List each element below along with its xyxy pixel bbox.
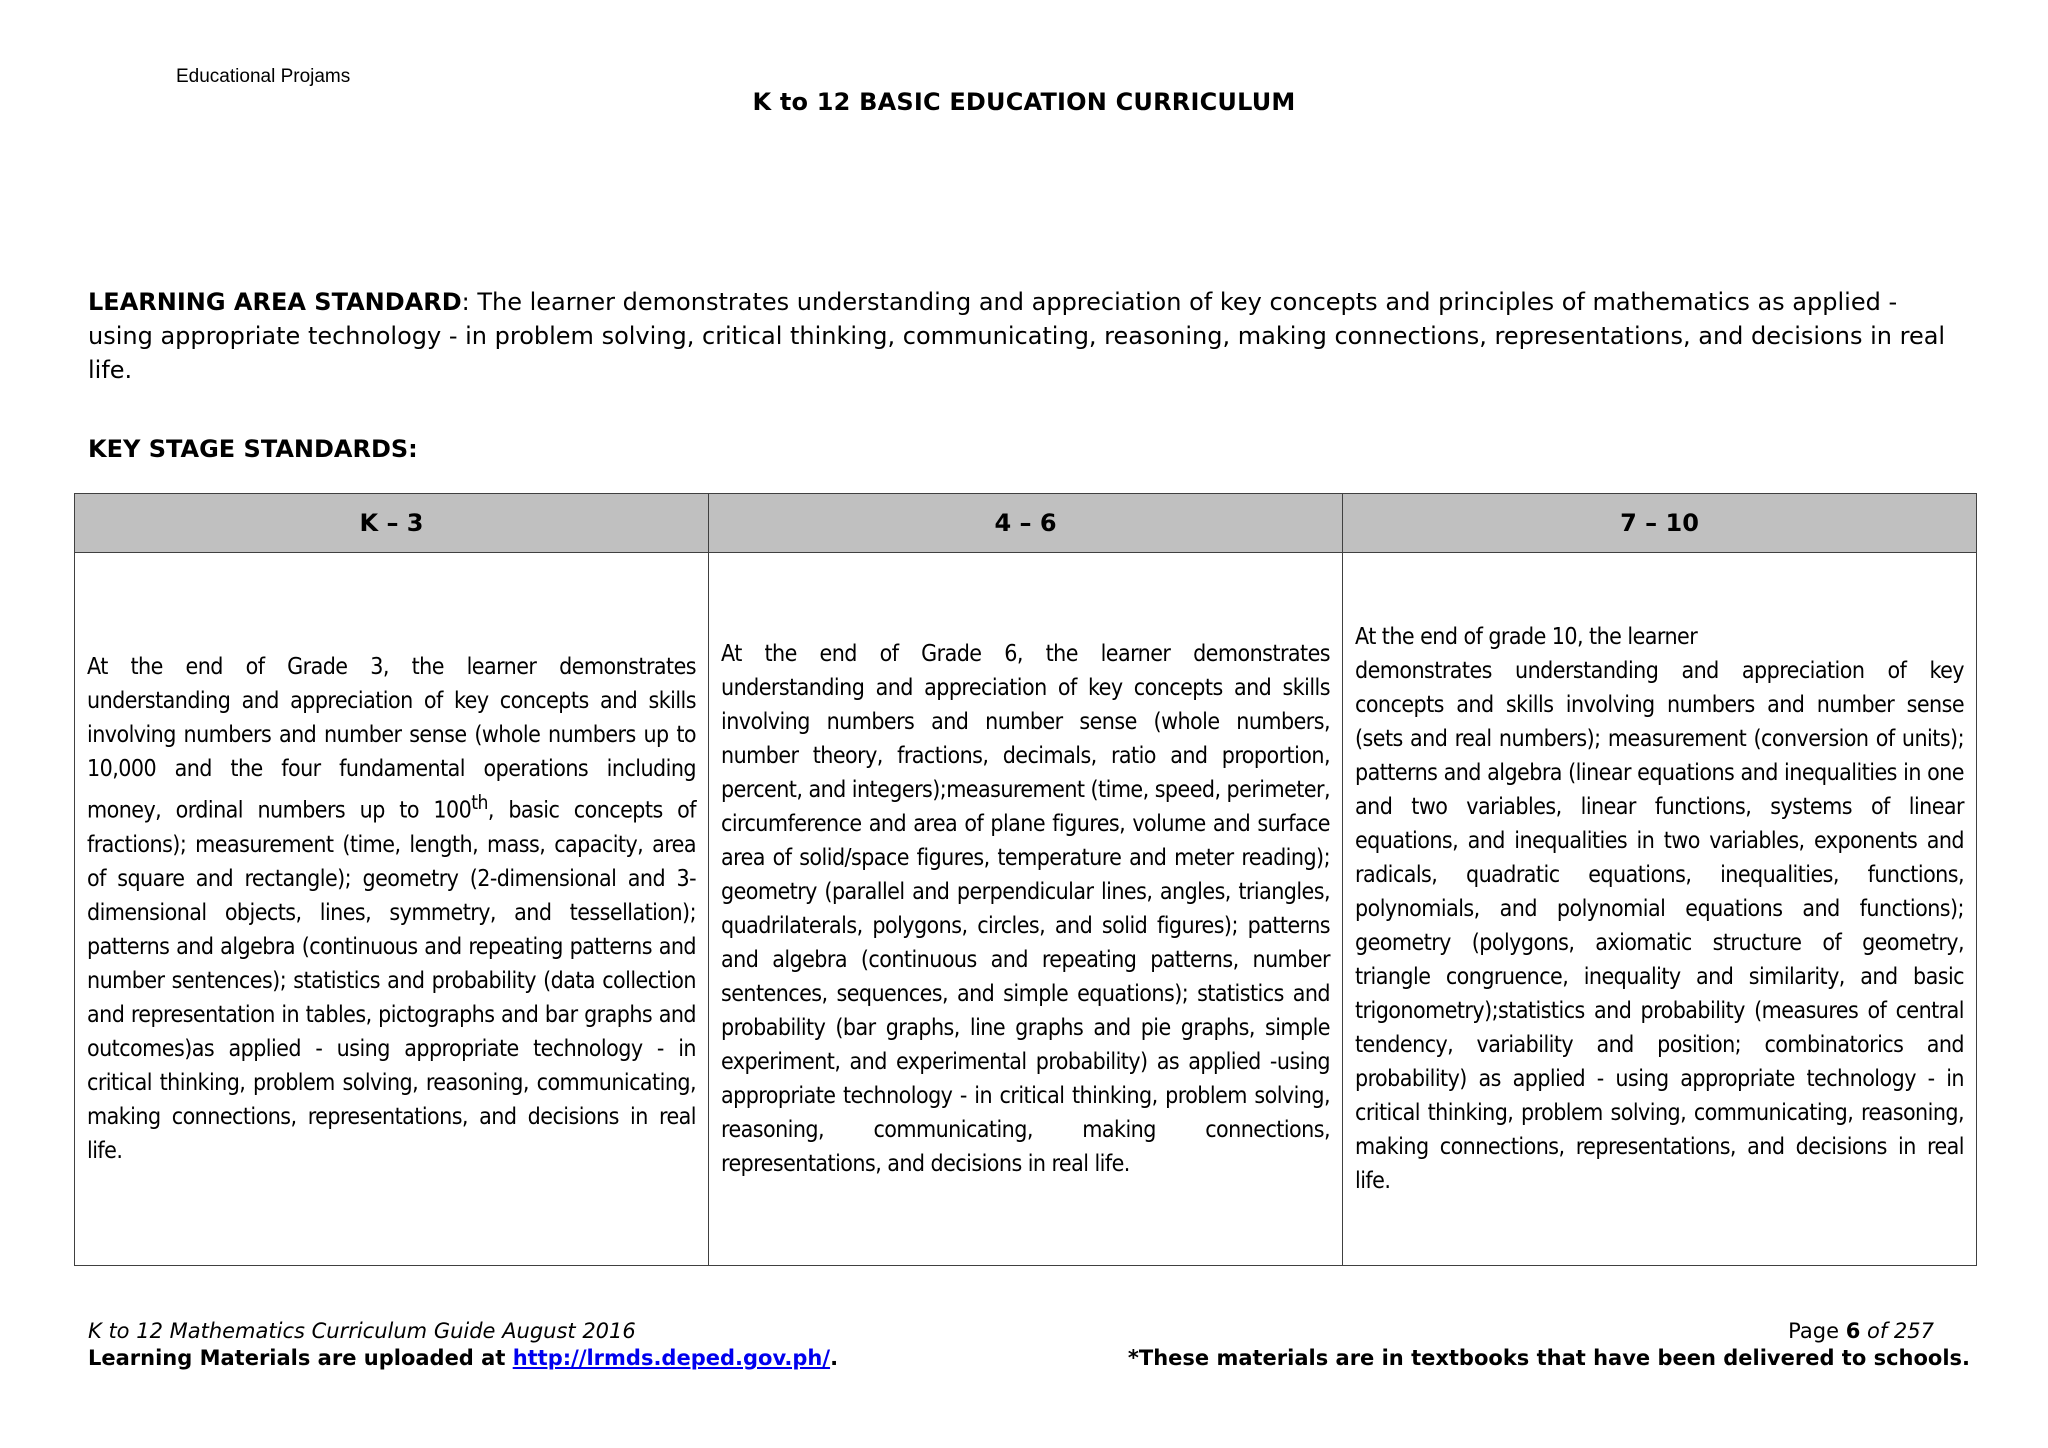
column-header-k-3: K – 3 (75, 494, 709, 553)
learning-area-label: LEARNING AREA STANDARD (88, 288, 462, 316)
document-title: K to 12 BASIC EDUCATION CURRICULUM (752, 88, 1296, 116)
cell-4-6 (709, 553, 1343, 1266)
page-total: of 257 (1860, 1319, 1934, 1343)
cell-k-3-text-part1: At the end of Grade 3, the learner demonstrates understanding and appreciation of key concepts and skills involving numbers and number sense (whole numbers up to 10,000 and the four fundamental operations including money, ordinal numbers up to 100 (87, 654, 696, 824)
cell-7-10-text (1355, 620, 1964, 1198)
key-stage-standards-table (74, 493, 1977, 1266)
cell-7-10-line1: At the end of grade 10, the learner (1355, 624, 1698, 650)
cell-k-3-text (87, 650, 696, 1168)
footer-guide-title: K to 12 Mathematics Curriculum Guide August 2016 (88, 1319, 636, 1343)
cell-k-3 (75, 553, 709, 1266)
cell-4-6-text: At the end of Grade 6, the learner demonstrates understanding and appreciation of key concepts and skills involving numbers and number sense (whole numbers, number theory, fractions, decimals, ratio and proportion, percent, and integers);measurement (time, speed, perimeter, circumference and area of plane figures, volume and surface area of solid/space figures, temperature and meter reading); geometry (parallel and perpendicular lines, angles, triangles, quadrilaterals, polygons, circles, and solid figures); patterns and algebra (continuous and repeating patterns, number sentences, sequences, and simple equations); statistics and probability (bar graphs, line graphs and pie graphs, simple experiment, and experimental probability) as applied -using appropriate technology - in critical thinking, problem solving, reasoning, communicating, making connections, representations, and decisions in real life. (721, 641, 1330, 1177)
column-header-4-6: 4 – 6 (709, 494, 1343, 553)
footer-delivered-note: *These materials are in textbooks that have been delivered to schools. (1127, 1346, 1970, 1370)
cell-7-10 (1343, 553, 1977, 1266)
footer-left (88, 1318, 838, 1372)
watermark-text: Educational Projams (176, 66, 351, 87)
cell-7-10-body: demonstrates understanding and appreciation of key concepts and skills involving numbers and number sense (sets and real numbers); measurement (conversion of units); patterns and algebra (linear equations and inequalities in one and two variables, linear functions, systems of linear equations, and inequalities in two variables, exponents and radicals, quadratic equations, inequalities, functions, polynomials, and polynomial equations and functions); geometry (polygons, axiomatic structure of geometry, triangle congruence, inequality and similarity, and basic trigonometry);statistics and probability (measures of central tendency, variability and position; combinatorics and probability) as applied - using appropriate technology - in critical thinking, problem solving, communicating, reasoning, making connections, representations, and decisions in real life. (1355, 658, 1964, 1194)
page-number: 6 (1845, 1319, 1861, 1343)
superscript-th: th (471, 791, 488, 815)
page-indicator (1128, 1318, 1970, 1345)
table-header-row (75, 494, 1977, 553)
column-header-7-10: 7 – 10 (1343, 494, 1977, 553)
footer-uploaded-prefix: Learning Materials are uploaded at (88, 1346, 513, 1370)
footer-uploaded-line (88, 1345, 838, 1372)
footer-uploaded-suffix: . (830, 1346, 839, 1370)
key-stage-heading: KEY STAGE STANDARDS: (88, 435, 418, 463)
page-label: Page (1788, 1319, 1846, 1343)
lrmds-link[interactable]: http://lrmds.deped.gov.ph/ (512, 1346, 831, 1370)
footer-right (1128, 1318, 1970, 1372)
cell-k-3-text-part2: , basic concepts of fractions); measurement (time, length, mass, capacity, area of square and rectangle); geometry (2-dimensional and 3-dimensional objects, lines, symmetry, and tessellation); patterns and algebra (continuous and repeating patterns and number sentences); statistics and probability (data collection and representation in tables, pictographs and bar graphs and outcomes)as applied - using appropriate technology - in critical thinking, problem solving, reasoning, communicating, making connections, representations, and decisions in real life. (87, 797, 696, 1164)
table-row (75, 553, 1977, 1266)
learning-area-text: : The learner demonstrates understanding and appreciation of key concepts and principles of mathematics as applied - using appropriate technology - in problem solving, critical thinking, communicating, reasoning, making connections, representations, and decisions in real life. (88, 288, 1946, 384)
learning-area-standard (88, 285, 1968, 387)
